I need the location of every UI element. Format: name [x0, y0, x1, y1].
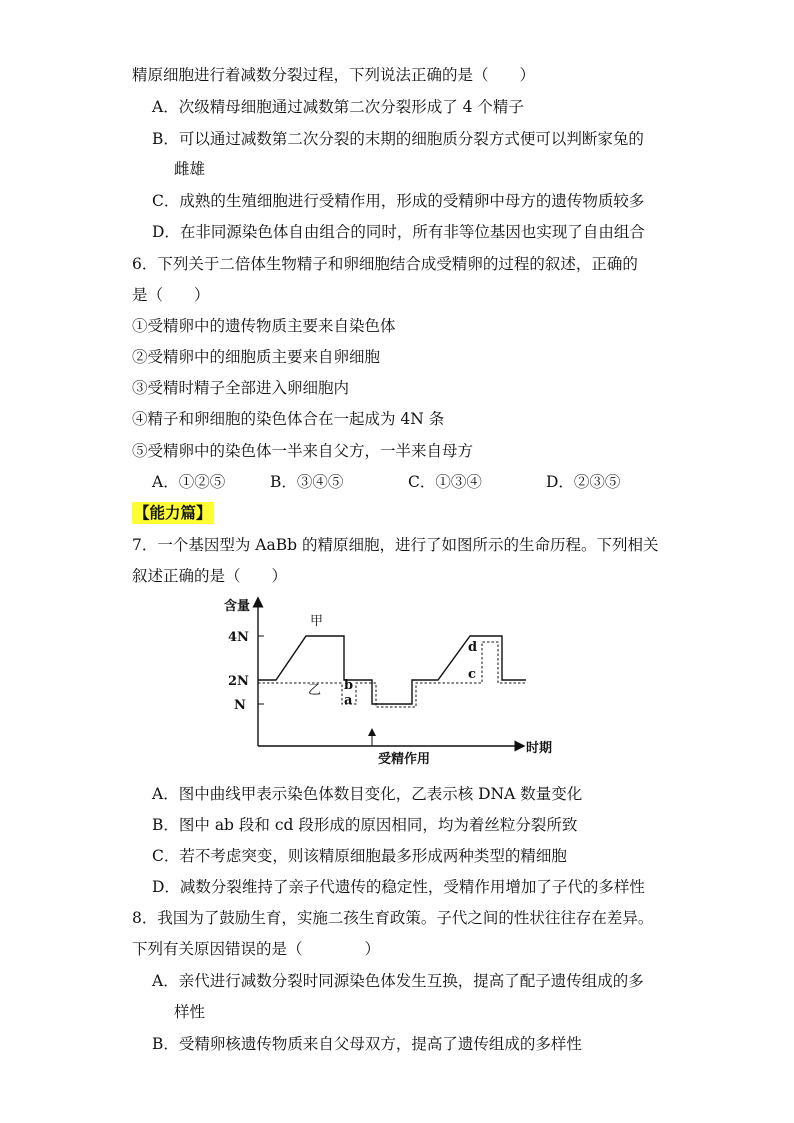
- q5-option-a: A．次级精母细胞通过减数第二次分裂形成了 4 个精子: [152, 98, 524, 116]
- q5-option-c: C．成熟的生殖细胞进行受精作用，形成的受精卵中母方的遗传物质较多: [152, 192, 645, 210]
- section-tag: 【能力篇】: [134, 503, 212, 522]
- q6-choice-d: D．②③⑤: [546, 473, 621, 491]
- x-axis-label: 时期: [526, 741, 553, 756]
- q6-choices: [152, 471, 620, 493]
- point-label-c: c: [468, 667, 476, 682]
- tick-2n: 2N: [228, 674, 249, 689]
- q7-option-b: B．图中 ab 段和 cd 段形成的原因相同，均为着丝粒分裂所致: [152, 816, 578, 834]
- q6-stem-line2: 是（ ）: [132, 286, 210, 304]
- q7-option-d: D．减数分裂维持了亲子代遗传的稳定性，受精作用增加了子代的多样性: [152, 878, 645, 896]
- q8-option-a: A．亲代进行减数分裂时同源染色体发生互换，提高了配子遗传组成的多: [152, 972, 644, 990]
- point-label-d: d: [468, 640, 478, 655]
- q6-item-2: ②受精卵中的细胞质主要来自卵细胞: [132, 348, 381, 366]
- q5-stem: 精原细胞进行着减数分裂过程，下列说法正确的是（ ）: [132, 66, 536, 84]
- q8-option-b: B．受精卵核遗传物质来自父母双方，提高了遗传组成的多样性: [152, 1035, 582, 1053]
- q6-stem-line1: 6．下列关于二倍体生物精子和卵细胞结合成受精卵的过程的叙述，正确的: [132, 255, 638, 273]
- q7-stem-line1: 7．一个基因型为 AaBb 的精原细胞，进行了如图所示的生命历程。下列相关: [132, 536, 659, 554]
- q8-option-a-cont: 样性: [174, 1003, 206, 1021]
- q6-choice-a: A．①②⑤: [152, 473, 226, 491]
- q5-option-b-cont: 雌雄: [174, 160, 206, 178]
- point-label-b: b: [344, 678, 354, 693]
- event-label: 受精作用: [378, 752, 431, 767]
- curve-yi: [258, 642, 526, 707]
- q5-option-d: D．在非同源染色体自由组合的同时，所有非等位基因也实现了自由组合: [152, 223, 645, 241]
- q6-choice-b: B．③④⑤: [270, 473, 344, 491]
- curve-yi-label: 乙: [308, 683, 322, 698]
- q6-item-3: ③受精时精子全部进入卵细胞内: [132, 379, 350, 397]
- q6-item-1: ①受精卵中的遗传物质主要来自染色体: [132, 317, 396, 335]
- curve-jia: [258, 636, 526, 704]
- tick-n: N: [234, 698, 246, 713]
- q7-diagram: [220, 596, 560, 772]
- tick-4n: 4N: [228, 630, 249, 645]
- q5-option-b: B．可以通过减数第二次分裂的末期的细胞质分裂方式便可以判断家兔的: [152, 130, 644, 148]
- q7-option-a: A．图中曲线甲表示染色体数目变化，乙表示核 DNA 数量变化: [152, 785, 583, 803]
- q8-stem-line2: 下列有关原因错误的是（ ）: [132, 940, 381, 958]
- point-label-a: a: [344, 693, 353, 708]
- q6-item-4: ④精子和卵细胞的染色体合在一起成为 4N 条: [132, 410, 445, 428]
- q8-stem-line1: 8．我国为了鼓励生育，实施二孩生育政策。子代之间的性状往往存在差异。: [132, 909, 654, 927]
- curve-jia-label: 甲: [310, 614, 324, 629]
- y-axis-label: 含量: [224, 599, 251, 614]
- q7-stem-line2: 叙述正确的是（ ）: [132, 567, 288, 585]
- q7-option-c: C．若不考虑突变，则该精原细胞最多形成两种类型的精细胞: [152, 847, 567, 865]
- q6-choice-c: C．①③④: [408, 473, 482, 491]
- q6-item-5: ⑤受精卵中的染色体一半来自父方，一半来自母方: [132, 442, 474, 460]
